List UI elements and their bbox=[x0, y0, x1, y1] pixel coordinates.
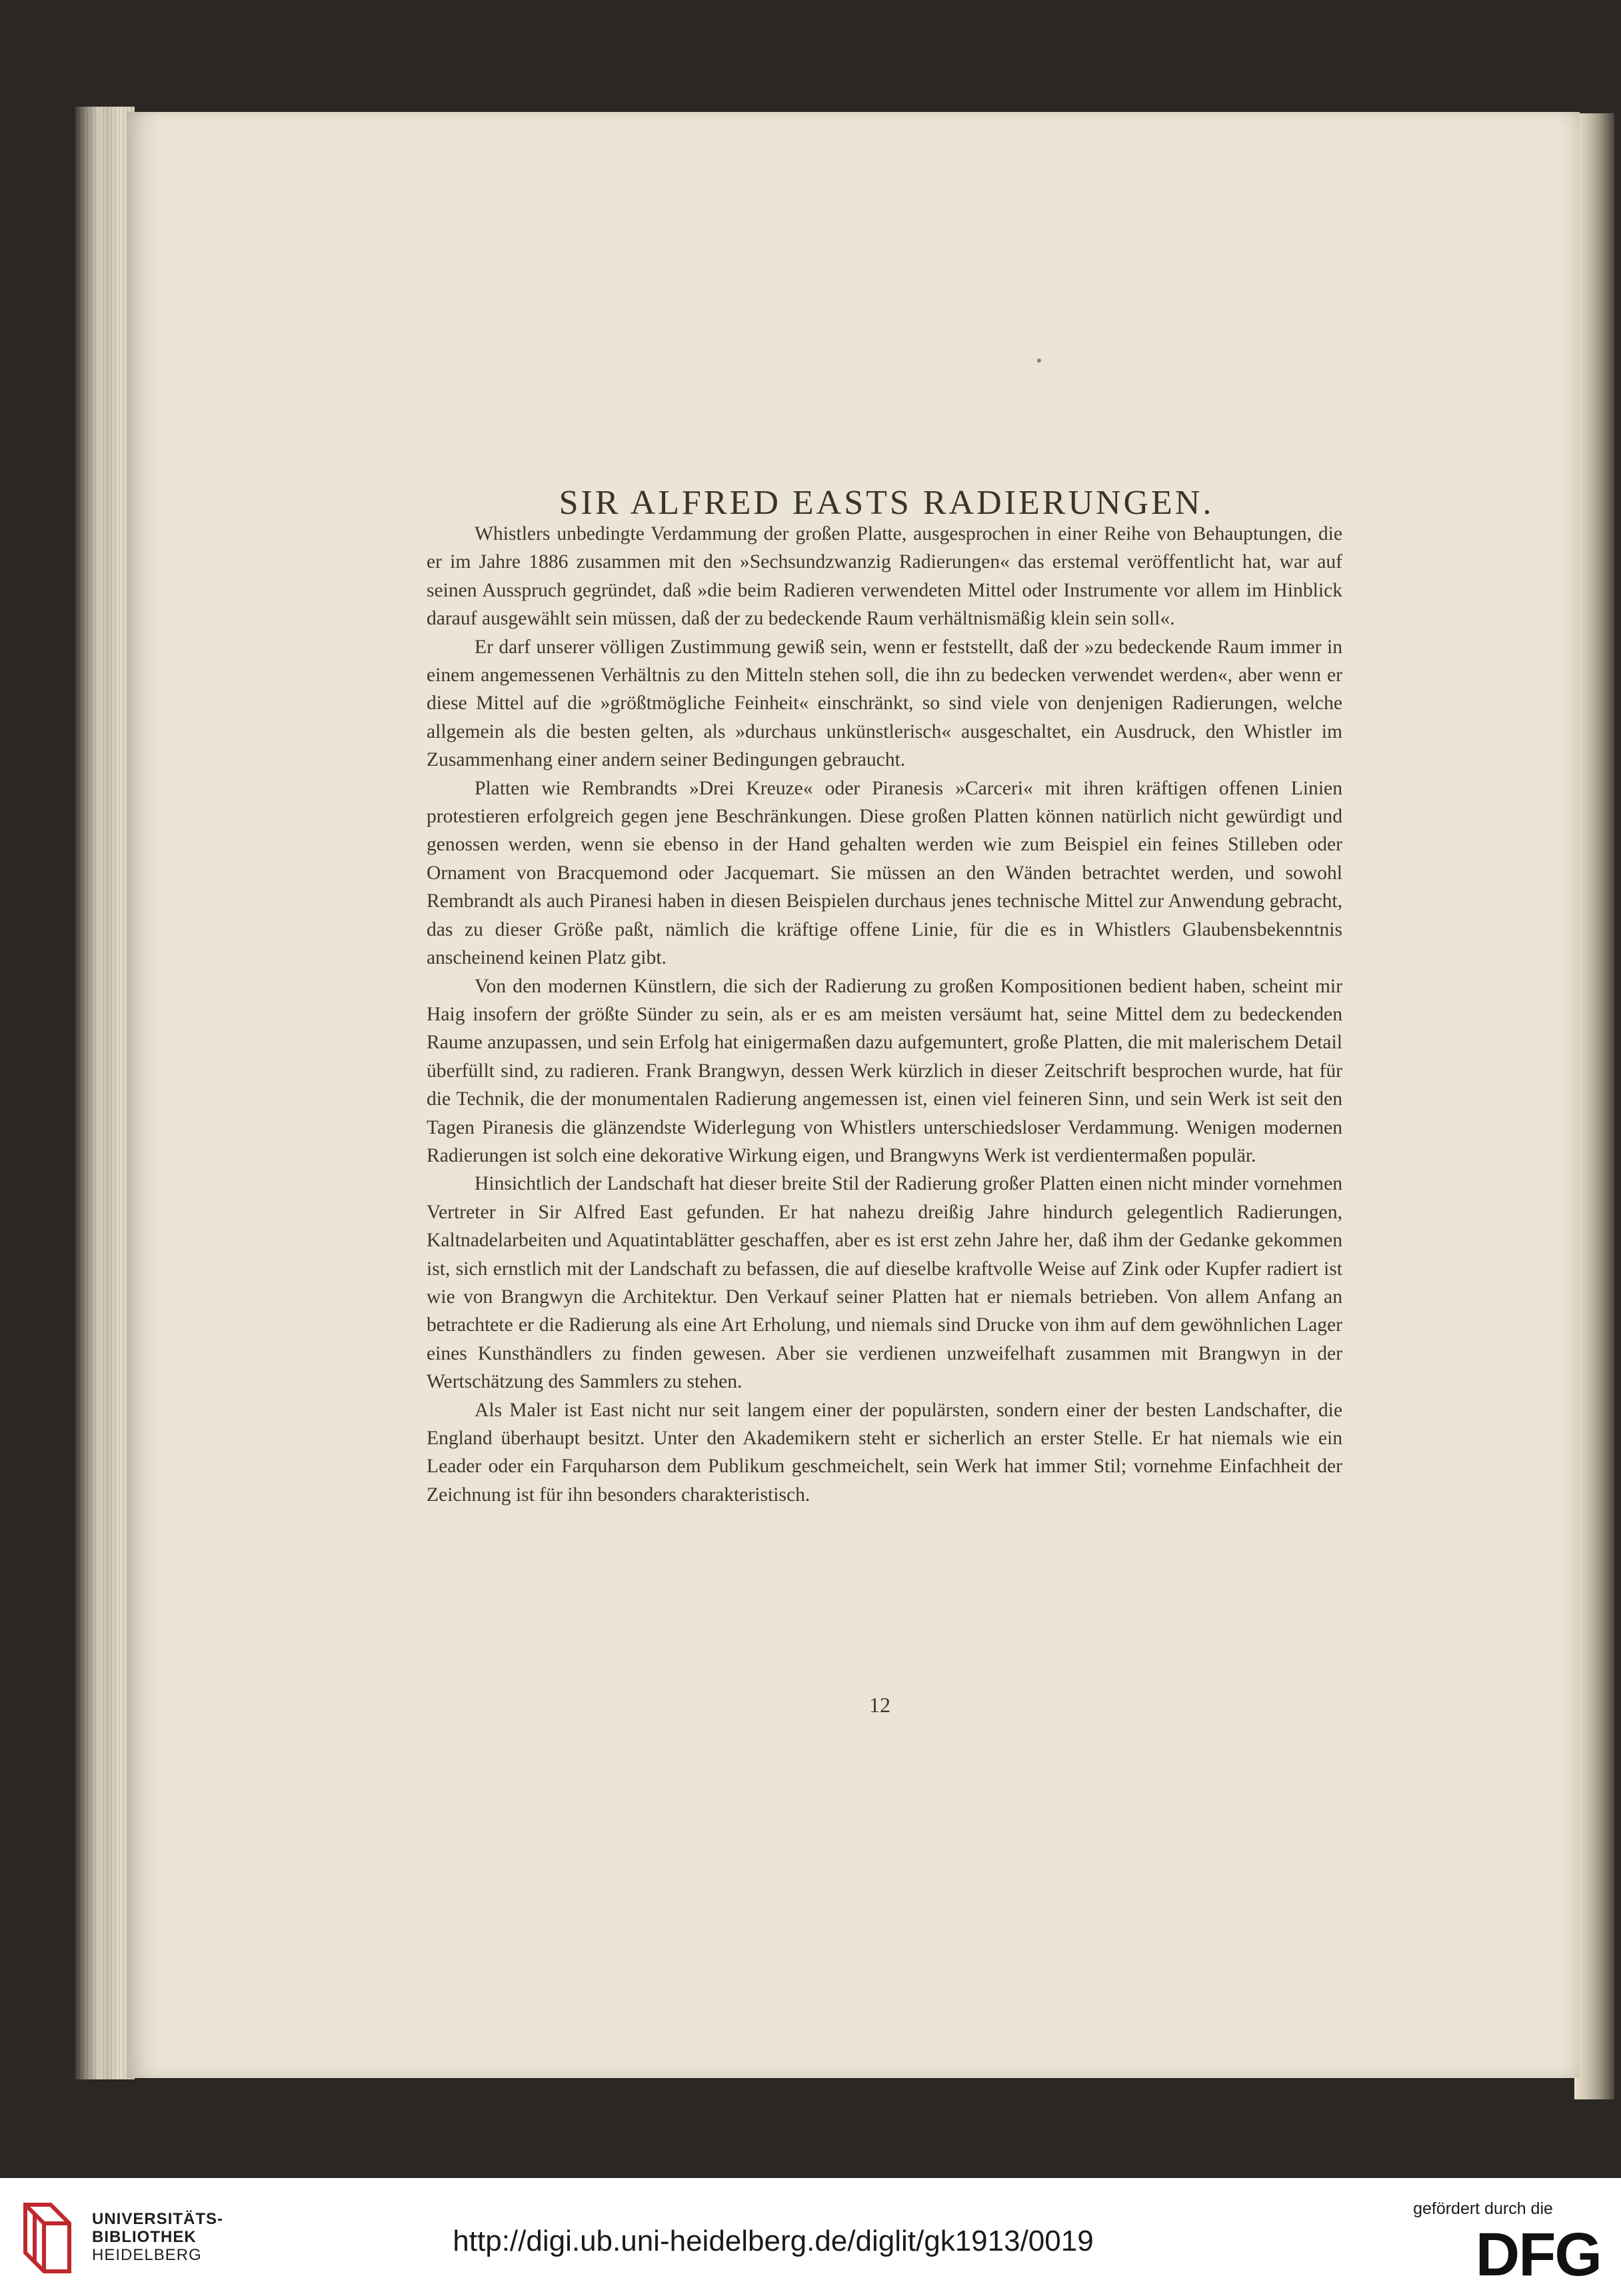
paragraph: Hinsichtlich der Landschaft hat dieser breite Stil der Radierung großer Platten einen nicht minder vornehmen Vertreter in Sir Alfred East gefunden. Er hat nahezu dreißig Jahre hindurch gelegentlich Radierungen, Kaltnadelarbeiten und Aquatintablätter geschaffen, aber es ist erst zehn Jahre her, daß ihm der Gedanke gekommen ist, sich ernstlich mit der Landschaft zu befassen, die auf dieselbe kraftvolle Weise auf Zink oder Kupfer radiert ist wie von Brangwyn die Architektur. Den Verkauf seiner Platten hat er niemals betrieben. Von allem Anfang an betrachtete er die Radierung als eine Art Erholung, und niemals sind Drucke von ihm auf dem gewöhnlichen Lager eines Kunsthändlers zu finden gewesen. Aber sie verdienen unzweifelhaft zusammen mit Brangwyn in der Wertschätzung des Sammlers zu stehen. bbox=[427, 1173, 1342, 1393]
library-name-line: BIBLIOTHEK bbox=[92, 2228, 197, 2246]
library-name-line: HEIDELBERG bbox=[92, 2246, 202, 2264]
book-page-edges-right bbox=[1574, 113, 1614, 2099]
paragraph: Er darf unserer völligen Zustimmung gewiß sein, wenn er feststellt, daß der »zu bedeckende Raum immer in einem angemessenen Verhältnis zu den Mitteln stehen soll, die ihn zu bedecken verwendet werden«, aber wenn er diese Mittel auf die »größtmögliche Feinheit« einschränkt, so sind viele von denjenigen Radierungen, welche allgemein als die besten gelten, als »durchaus unkünstlerisch« ausgeschaltet, ein Ausdruck, den Whistler im Zusammenhang einer andern seiner Bedingungen gebraucht. bbox=[427, 636, 1342, 771]
paper-fleck bbox=[1037, 359, 1041, 363]
library-name bbox=[92, 2210, 223, 2264]
paragraph: Platten wie Rembrandts »Drei Kreuze« oder Piranesis »Carceri« mit ihren kräftigen offenen Linien protestieren erfolgreich gegen jene Beschränkungen. Diese großen Platten können natürlich nicht gewürdigt und genossen werden, wenn sie ebenso in der Hand gehalten werden wie zum Beispiel ein feines Stilleben oder Ornament von Bracquemond oder Jacquemart. Sie müssen an den Wänden betrachtet werden, und sowohl Rembrandt als auch Piranesi haben in diesen Beispielen durchaus jenes technische Mittel zur Anwendung gebracht, das zu dieser Größe paßt, nämlich die kräftige offene Linie, für die es in Whistlers Glaubensbekenntnis anscheinend keinen Platz gibt. bbox=[427, 777, 1342, 969]
article-body bbox=[427, 520, 1342, 1509]
page-number: 12 bbox=[869, 1693, 890, 1717]
paragraph: Whistlers unbedingte Verdammung der großen Platte, ausgesprochen in einer Reihe von Behauptungen, die er im Jahre 1886 zusammen mit den »Sechsundzwanzig Radierungen« das erstemal veröffentlicht hat, war auf seinen Ausspruch gegründet, daß »die beim Radieren verwendeten Mittel oder Instrumente vor allem im Hinblick darauf ausgewählt sein müssen, daß der zu bedeckende Raum verhältnismäßig klein sein soll«. bbox=[427, 523, 1342, 630]
library-name-line: UNIVERSITÄTS- bbox=[92, 2210, 224, 2228]
funding-caption: gefördert durch die bbox=[1413, 2199, 1553, 2218]
dfg-logo: DFG bbox=[1475, 2221, 1601, 2289]
permalink-url[interactable]: http://digi.ub.uni-heidelberg.de/diglit/gk1913/0019 bbox=[453, 2225, 1094, 2257]
university-library-logo-icon bbox=[16, 2198, 80, 2278]
paragraph: Von den modernen Künstlern, die sich der Radierung zu großen Kompositionen bedient haben, scheint mir Haig insofern der größte Sünder zu sein, als er es am meisten versäumt hat, seine Mittel dem zu bedeckenden Raume anzupassen, und sein Erfolg hat einigermaßen dazu aufgemuntert, große Platten, die mit malerischem Detail überfüllt sind, zu radieren. Frank Brangwyn, dessen Werk kürzlich in dieser Zeitschrift besprochen wurde, hat für die Technik, die der monumentalen Radierung angemessen ist, einen viel feineren Sinn, und sein Werk ist seit den Tagen Piranesis die glänzendste Widerlegung von Whistlers unterschiedsloser Verdammung. Wenigen modernen Radierungen ist solch eine dekorative Wirkung eigen, und Brangwyns Werk ist verdientermaßen populär. bbox=[427, 975, 1342, 1166]
article-title: SIR ALFRED EASTS RADIERUNGEN. bbox=[559, 483, 1214, 522]
digitization-footer bbox=[0, 2178, 1621, 2296]
paragraph: Als Maler ist East nicht nur seit langem einer der populärsten, sondern einer der besten Landschafter, die England überhaupt besitzt. Unter den Akademikern steht er sicherlich an erster Stelle. Er hat niemals wie ein Leader oder ein Farquharson dem Publikum geschmeichelt, sein Werk hat immer Stil; vornehme Einfachheit der Zeichnung ist für ihn besonders charakteristisch. bbox=[427, 1399, 1342, 1506]
book-page-edges-left bbox=[75, 107, 135, 2079]
